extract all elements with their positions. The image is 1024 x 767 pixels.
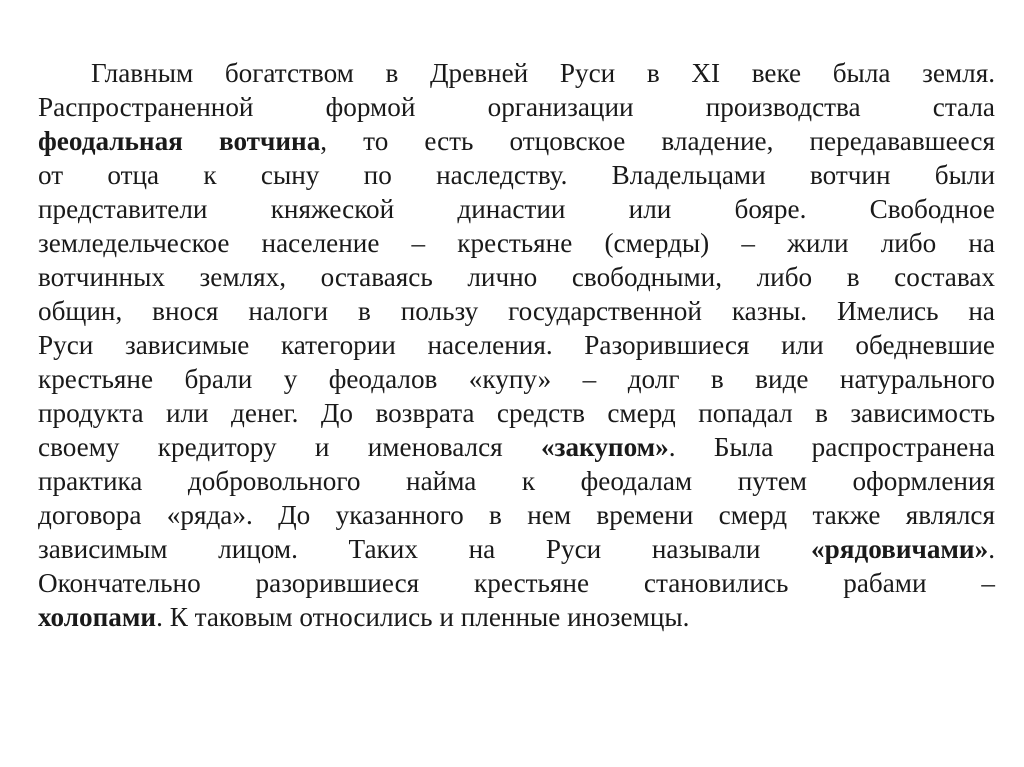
text-line xyxy=(38,294,995,328)
text-fragment: продукта или денег. До возврата средств смерд попадал в зависимость xyxy=(38,398,995,428)
text-line xyxy=(38,532,995,566)
text-line xyxy=(38,56,995,90)
text-line xyxy=(38,498,995,532)
text-fragment: крестьяне брали у феодалов «купу» – долг в виде натурального xyxy=(38,364,995,394)
term-zakup: «закупом» xyxy=(540,432,669,462)
text-fragment: практика добровольного найма к феодалам путем оформления xyxy=(38,466,995,496)
text-line xyxy=(38,192,995,226)
text-fragment: от отца к сыну по наследству. Владельцами вотчин были xyxy=(38,160,995,190)
term-kholopy: холопами xyxy=(38,602,157,632)
text-fragment: земледельческое население – крестьяне (смерды) – жили либо на xyxy=(38,228,995,258)
text-fragment: . К таковым относились и пленные иноземцы. xyxy=(156,602,690,632)
term-ryadovichi: «рядовичами» xyxy=(811,534,989,564)
text-fragment: Распространенной формой организации производства стала xyxy=(38,92,995,122)
text-fragment: . xyxy=(988,534,995,564)
text-line xyxy=(38,600,995,634)
text-line xyxy=(38,464,995,498)
text-fragment: договора «ряда». До указанного в нем времени смерд также являлся xyxy=(38,500,995,530)
text-line xyxy=(38,90,995,124)
text-line xyxy=(38,328,995,362)
text-fragment: зависимым лицом. Таких на Руси называли xyxy=(38,534,812,564)
text-line xyxy=(38,260,995,294)
text-fragment: Главным богатством в Древней Руси в XI веке была земля. xyxy=(91,58,995,88)
text-fragment: . Была распространена xyxy=(668,432,995,462)
text-fragment: Окончательно разорившиеся крестьяне становились рабами – xyxy=(38,568,995,598)
text-fragment: общин, внося налоги в пользу государственной казны. Имелись на xyxy=(38,296,995,326)
text-fragment: вотчинных землях, оставаясь лично свободными, либо в составах xyxy=(38,262,995,292)
text-line xyxy=(38,566,995,600)
text-fragment: своему кредитору и именовался xyxy=(38,432,541,462)
text-line xyxy=(38,430,995,464)
text-line xyxy=(38,124,995,158)
text-line xyxy=(38,158,995,192)
history-paragraph xyxy=(38,56,995,634)
term-feudal-votchina: феодальная вотчина xyxy=(38,126,321,156)
text-line xyxy=(38,362,995,396)
text-fragment: представители княжеской династии или бояре. Свободное xyxy=(38,194,995,224)
text-fragment: Руси зависимые категории населения. Разорившиеся или обедневшие xyxy=(38,330,995,360)
text-fragment: , то есть отцовское владение, передававшееся xyxy=(320,126,996,156)
text-line xyxy=(38,226,995,260)
text-line xyxy=(38,396,995,430)
